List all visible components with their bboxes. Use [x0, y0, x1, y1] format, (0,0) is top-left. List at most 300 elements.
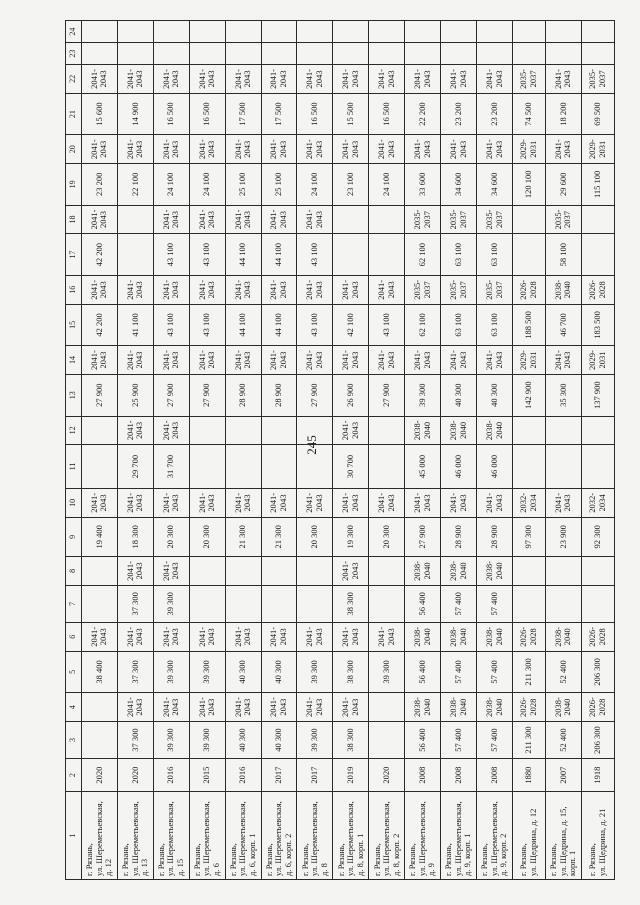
table-cell — [513, 557, 546, 586]
table-cell: 44 100 — [225, 304, 261, 346]
address-cell: г. Рязань, ул. Шереметьевская, д. 9 — [405, 792, 441, 880]
table-cell: 2041- 2043 — [261, 275, 297, 304]
table-cell: 25 100 — [225, 163, 261, 205]
table-cell: 206 300 — [581, 651, 614, 693]
column-number: 3 — [66, 721, 82, 758]
table-row — [81, 21, 117, 880]
table-cell: 2041- 2043 — [189, 65, 225, 94]
table-row — [546, 21, 582, 880]
column-number-row — [66, 21, 82, 880]
table-cell: 41 100 — [117, 304, 153, 346]
table-cell: 2041- 2043 — [117, 623, 153, 652]
table-cell: 39 300 — [369, 651, 405, 693]
table-body — [66, 21, 615, 880]
table-cell: 24 100 — [297, 163, 333, 205]
table-cell — [581, 557, 614, 586]
table-cell: 74 500 — [513, 93, 546, 135]
table-row — [369, 21, 405, 880]
table-cell: 2041- 2043 — [117, 489, 153, 518]
table-cell: 27 900 — [297, 374, 333, 416]
table-cell — [117, 205, 153, 234]
table-cell: 34 600 — [477, 163, 513, 205]
table-cell: 2041- 2043 — [546, 135, 582, 164]
table-cell: 2041- 2043 — [117, 135, 153, 164]
table-cell: 43 100 — [297, 304, 333, 346]
table-cell: 2035- 2037 — [441, 275, 477, 304]
table-cell: 37 300 — [117, 651, 153, 693]
table-row — [441, 21, 477, 880]
table-cell: 37 300 — [117, 585, 153, 622]
table-cell: 2041- 2043 — [369, 65, 405, 94]
table-cell: 63 100 — [441, 234, 477, 276]
table-cell: 62 100 — [405, 304, 441, 346]
address-cell: г. Рязань, ул. Шереметьевская, д. 6, корп. 2 — [261, 792, 297, 880]
table-cell — [546, 585, 582, 622]
table-cell: 1880 — [513, 759, 546, 792]
table-cell: 2038- 2040 — [405, 693, 441, 722]
table-row — [477, 21, 513, 880]
table-cell: 2035- 2037 — [546, 205, 582, 234]
table-cell: 43 100 — [153, 304, 189, 346]
table-cell: 92 300 — [581, 517, 614, 557]
table-cell: 2041- 2043 — [153, 65, 189, 94]
table-cell — [581, 205, 614, 234]
table-cell — [513, 21, 546, 43]
table-cell: 2041- 2043 — [117, 65, 153, 94]
table-cell — [189, 585, 225, 622]
table-cell — [369, 721, 405, 758]
column-number: 22 — [66, 65, 82, 94]
table-cell: 2041- 2043 — [333, 135, 369, 164]
table-cell: 2041- 2043 — [189, 489, 225, 518]
table-cell — [546, 21, 582, 43]
table-cell: 2041- 2043 — [297, 135, 333, 164]
table-cell: 2041- 2043 — [405, 135, 441, 164]
table-cell: 23 200 — [477, 93, 513, 135]
column-number: 17 — [66, 234, 82, 276]
table-cell: 2038- 2040 — [405, 557, 441, 586]
table-cell: 2041- 2043 — [477, 135, 513, 164]
table-cell — [117, 21, 153, 43]
table-cell: 2041- 2043 — [117, 557, 153, 586]
table-cell — [405, 43, 441, 65]
table-cell: 2041- 2043 — [333, 623, 369, 652]
table-cell: 2017 — [261, 759, 297, 792]
table-cell: 44 100 — [261, 234, 297, 276]
table-cell: 37 300 — [117, 721, 153, 758]
table-cell: 38 300 — [333, 585, 369, 622]
table-cell — [581, 43, 614, 65]
column-number: 13 — [66, 374, 82, 416]
table-cell: 69 500 — [581, 93, 614, 135]
table-cell — [369, 43, 405, 65]
table-cell — [189, 445, 225, 489]
table-cell — [581, 21, 614, 43]
table-cell: 2041- 2043 — [333, 489, 369, 518]
table-cell: 52 400 — [546, 721, 582, 758]
table-cell: 2016 — [225, 759, 261, 792]
table-cell: 2041- 2043 — [297, 205, 333, 234]
table-cell: 63 100 — [477, 234, 513, 276]
table-cell: 188 500 — [513, 304, 546, 346]
table-cell: 2035- 2037 — [441, 205, 477, 234]
table-cell: 2029- 2031 — [513, 346, 546, 375]
table-cell — [81, 445, 117, 489]
table-cell — [297, 585, 333, 622]
table-cell: 2038- 2040 — [441, 416, 477, 445]
table-cell — [581, 585, 614, 622]
table-cell: 29 700 — [117, 445, 153, 489]
table-cell: 2041- 2043 — [369, 346, 405, 375]
table-cell — [513, 445, 546, 489]
table-cell — [153, 43, 189, 65]
table-cell: 2038- 2040 — [441, 557, 477, 586]
table-cell: 2015 — [189, 759, 225, 792]
table-row — [261, 21, 297, 880]
table-cell: 2041- 2043 — [225, 489, 261, 518]
table-cell — [153, 21, 189, 43]
table-cell: 2038- 2040 — [477, 693, 513, 722]
table-cell: 15 600 — [81, 93, 117, 135]
table-cell: 2041- 2043 — [477, 65, 513, 94]
table-cell — [369, 205, 405, 234]
table-cell: 20 300 — [189, 517, 225, 557]
table-cell: 27 900 — [153, 374, 189, 416]
table-cell — [225, 21, 261, 43]
table-cell: 40 300 — [441, 374, 477, 416]
table-cell: 2041- 2043 — [261, 65, 297, 94]
address-cell: г. Рязань, ул. Щедрина, д. 21 — [581, 792, 614, 880]
column-number: 19 — [66, 163, 82, 205]
table-cell: 2041- 2043 — [189, 623, 225, 652]
table-cell: 120 100 — [513, 163, 546, 205]
table-cell: 2035- 2037 — [405, 275, 441, 304]
table-cell: 2041- 2043 — [297, 346, 333, 375]
table-cell — [189, 557, 225, 586]
table-cell: 2041- 2043 — [333, 693, 369, 722]
table-cell: 20 300 — [369, 517, 405, 557]
table-cell — [261, 585, 297, 622]
table-cell: 2035- 2037 — [513, 65, 546, 94]
table-cell — [81, 693, 117, 722]
table-cell — [81, 585, 117, 622]
table-cell: 44 100 — [261, 304, 297, 346]
table-cell: 2041- 2043 — [225, 205, 261, 234]
table-cell: 21 300 — [225, 517, 261, 557]
table-cell: 206 300 — [581, 721, 614, 758]
table-cell — [297, 43, 333, 65]
table-cell: 2041- 2043 — [153, 135, 189, 164]
table-cell — [189, 43, 225, 65]
table-cell: 56 400 — [405, 585, 441, 622]
table-cell: 42 200 — [81, 234, 117, 276]
table-cell: 24 100 — [153, 163, 189, 205]
table-cell: 45 000 — [405, 445, 441, 489]
column-number: 7 — [66, 585, 82, 622]
table-cell: 24 100 — [369, 163, 405, 205]
table-cell: 2038- 2040 — [405, 623, 441, 652]
table-cell: 20 300 — [153, 517, 189, 557]
table-cell: 27 900 — [369, 374, 405, 416]
table-cell: 25 100 — [261, 163, 297, 205]
table-cell: 57 400 — [477, 721, 513, 758]
table-cell: 23 200 — [81, 163, 117, 205]
table-cell — [369, 445, 405, 489]
table-cell: 57 400 — [441, 721, 477, 758]
table-cell: 2041- 2043 — [225, 275, 261, 304]
table-cell — [546, 557, 582, 586]
table-cell: 2041- 2043 — [333, 557, 369, 586]
table-cell: 2041- 2043 — [153, 623, 189, 652]
table-cell — [297, 416, 333, 445]
table-cell: 2008 — [477, 759, 513, 792]
table-cell: 58 100 — [546, 234, 582, 276]
table-cell — [261, 445, 297, 489]
table-cell — [581, 234, 614, 276]
address-cell: г. Рязань, ул. Шереметьевская, д. 8, корп. 2 — [369, 792, 405, 880]
address-cell: г. Рязань, ул. Шереметьевская, д. 8, корп. 1 — [333, 792, 369, 880]
table-cell: 2020 — [117, 759, 153, 792]
table-cell: 19 400 — [81, 517, 117, 557]
data-table — [65, 20, 615, 880]
table-cell — [513, 205, 546, 234]
table-cell — [369, 21, 405, 43]
table-cell: 2035- 2037 — [581, 65, 614, 94]
table-cell: 2026- 2028 — [581, 275, 614, 304]
table-cell: 42 200 — [81, 304, 117, 346]
table-cell: 2020 — [81, 759, 117, 792]
table-cell: 28 900 — [261, 374, 297, 416]
table-row — [189, 21, 225, 880]
table-cell: 2041- 2043 — [333, 65, 369, 94]
table-cell — [117, 234, 153, 276]
table-cell: 57 400 — [477, 651, 513, 693]
table-cell: 2041- 2043 — [225, 65, 261, 94]
address-cell: г. Рязань, ул. Шереметьевская, д. 6 — [189, 792, 225, 880]
table-cell: 57 400 — [477, 585, 513, 622]
column-number: 8 — [66, 557, 82, 586]
table-cell: 2038- 2040 — [441, 623, 477, 652]
table-cell — [189, 416, 225, 445]
table-cell: 2041- 2043 — [297, 623, 333, 652]
table-cell: 97 300 — [513, 517, 546, 557]
address-cell: г. Рязань, ул. Шереметьевская, д. 9, корп. 2 — [477, 792, 513, 880]
table-cell: 2041- 2043 — [297, 275, 333, 304]
table-cell — [546, 416, 582, 445]
table-row — [333, 21, 369, 880]
table-cell: 2041- 2043 — [369, 489, 405, 518]
table-cell: 2041- 2043 — [153, 489, 189, 518]
table-cell — [513, 416, 546, 445]
table-cell: 40 300 — [261, 721, 297, 758]
table-cell: 2038- 2040 — [546, 693, 582, 722]
table-cell — [81, 557, 117, 586]
table-cell — [297, 445, 333, 489]
table-cell: 2029- 2031 — [581, 135, 614, 164]
table-cell: 26 900 — [333, 374, 369, 416]
table-cell: 46 700 — [546, 304, 582, 346]
table-cell — [81, 721, 117, 758]
table-cell: 29 600 — [546, 163, 582, 205]
table-cell — [225, 416, 261, 445]
table-cell: 34 600 — [441, 163, 477, 205]
table-cell: 39 300 — [189, 721, 225, 758]
column-number: 18 — [66, 205, 82, 234]
table-cell: 2041- 2043 — [369, 135, 405, 164]
table-cell: 2041- 2043 — [261, 623, 297, 652]
table-cell: 2041- 2043 — [189, 693, 225, 722]
table-cell: 2041- 2043 — [81, 65, 117, 94]
table-cell: 2038- 2040 — [546, 623, 582, 652]
table-cell: 38 300 — [333, 651, 369, 693]
table-cell — [261, 416, 297, 445]
column-number: 24 — [66, 21, 82, 43]
table-cell: 43 100 — [153, 234, 189, 276]
table-cell: 211 300 — [513, 721, 546, 758]
table-cell: 16 500 — [369, 93, 405, 135]
table-cell: 21 300 — [261, 517, 297, 557]
table-cell — [369, 693, 405, 722]
table-cell: 1918 — [581, 759, 614, 792]
table-row — [117, 21, 153, 880]
table-cell: 39 300 — [153, 585, 189, 622]
table-cell — [369, 585, 405, 622]
table-cell — [581, 416, 614, 445]
table-cell: 2041- 2043 — [81, 489, 117, 518]
column-number: 4 — [66, 693, 82, 722]
table-cell: 2032- 2034 — [513, 489, 546, 518]
table-row — [581, 21, 614, 880]
address-cell: г. Рязань, ул. Шереметьевская, д. 13 — [117, 792, 153, 880]
table-cell: 2041- 2043 — [297, 693, 333, 722]
table-cell: 2041- 2043 — [546, 65, 582, 94]
table-cell: 2041- 2043 — [117, 416, 153, 445]
table-cell — [261, 557, 297, 586]
table-cell: 183 500 — [581, 304, 614, 346]
table-cell: 52 400 — [546, 651, 582, 693]
table-cell: 2041- 2043 — [261, 205, 297, 234]
table-cell: 40 300 — [261, 651, 297, 693]
table-cell: 2007 — [546, 759, 582, 792]
table-cell: 38 300 — [333, 721, 369, 758]
table-cell: 57 400 — [441, 585, 477, 622]
table-cell: 2026- 2028 — [513, 693, 546, 722]
table-cell: 2038- 2040 — [546, 275, 582, 304]
table-cell: 2041- 2043 — [261, 135, 297, 164]
table-cell: 39 300 — [405, 374, 441, 416]
table-cell: 2041- 2043 — [405, 65, 441, 94]
table-cell: 39 300 — [297, 721, 333, 758]
table-cell: 27 900 — [189, 374, 225, 416]
column-number: 11 — [66, 445, 82, 489]
table-cell: 42 100 — [333, 304, 369, 346]
table-cell: 2026- 2028 — [513, 623, 546, 652]
table-cell: 2041- 2043 — [477, 346, 513, 375]
address-cell: г. Рязань, ул. Шереметьевская, д. 12 — [81, 792, 117, 880]
table-cell: 33 600 — [405, 163, 441, 205]
table-cell: 40 300 — [225, 651, 261, 693]
table-cell: 2041- 2043 — [153, 693, 189, 722]
table-cell: 16 500 — [189, 93, 225, 135]
table-cell: 2026- 2028 — [581, 623, 614, 652]
table-cell: 2008 — [405, 759, 441, 792]
table-cell: 2041- 2043 — [333, 275, 369, 304]
column-number: 15 — [66, 304, 82, 346]
table-cell — [333, 43, 369, 65]
table-cell — [225, 585, 261, 622]
table-cell: 2029- 2031 — [513, 135, 546, 164]
table-cell: 2041- 2043 — [117, 693, 153, 722]
table-cell: 2041- 2043 — [261, 693, 297, 722]
table-cell: 2041- 2043 — [261, 489, 297, 518]
table-cell: 2008 — [441, 759, 477, 792]
table-cell — [369, 416, 405, 445]
table-cell — [513, 43, 546, 65]
table-cell — [441, 21, 477, 43]
table-cell: 2041- 2043 — [297, 65, 333, 94]
table-cell: 18 300 — [117, 517, 153, 557]
table-cell: 39 300 — [153, 651, 189, 693]
table-cell: 24 100 — [189, 163, 225, 205]
table-cell: 2032- 2034 — [581, 489, 614, 518]
address-cell: г. Рязань, ул. Шереметьевская, д. 9, корп. 1 — [441, 792, 477, 880]
table-cell — [81, 416, 117, 445]
table-cell: 2041- 2043 — [225, 135, 261, 164]
table-cell: 2041- 2043 — [117, 346, 153, 375]
table-cell — [333, 21, 369, 43]
table-cell: 2019 — [333, 759, 369, 792]
table-cell: 2041- 2043 — [261, 346, 297, 375]
table-cell: 44 100 — [225, 234, 261, 276]
table-cell: 2041- 2043 — [81, 623, 117, 652]
table-cell: 23 200 — [441, 93, 477, 135]
table-cell: 137 900 — [581, 374, 614, 416]
table-cell — [513, 234, 546, 276]
table-cell: 2041- 2043 — [189, 135, 225, 164]
table-cell: 17 500 — [225, 93, 261, 135]
table-cell — [546, 445, 582, 489]
table-cell: 2041- 2043 — [441, 65, 477, 94]
table-cell: 43 100 — [189, 304, 225, 346]
table-cell: 2035- 2037 — [477, 275, 513, 304]
table-cell: 115 100 — [581, 163, 614, 205]
table-cell: 2041- 2043 — [189, 275, 225, 304]
column-number: 6 — [66, 623, 82, 652]
rotated-table-sheet — [65, 20, 615, 880]
table-cell: 2020 — [369, 759, 405, 792]
table-cell: 2041- 2043 — [441, 489, 477, 518]
column-number: 14 — [66, 346, 82, 375]
table-cell: 20 300 — [297, 517, 333, 557]
table-cell: 40 300 — [225, 721, 261, 758]
table-cell: 2041- 2043 — [81, 346, 117, 375]
table-cell — [297, 21, 333, 43]
table-cell: 2041- 2043 — [189, 346, 225, 375]
table-cell: 56 400 — [405, 721, 441, 758]
table-row — [153, 21, 189, 880]
table-cell: 2035- 2037 — [405, 205, 441, 234]
address-cell: г. Рязань, ул. Шереметьевская, д. 6, корп. 1 — [225, 792, 261, 880]
table-cell: 23 900 — [546, 517, 582, 557]
table-cell: 18 200 — [546, 93, 582, 135]
table-cell: 2041- 2043 — [81, 205, 117, 234]
table-cell: 2041- 2043 — [153, 346, 189, 375]
table-cell: 63 100 — [441, 304, 477, 346]
table-cell: 27 900 — [405, 517, 441, 557]
table-cell — [477, 43, 513, 65]
table-cell: 2041- 2043 — [153, 557, 189, 586]
table-cell: 39 300 — [189, 651, 225, 693]
